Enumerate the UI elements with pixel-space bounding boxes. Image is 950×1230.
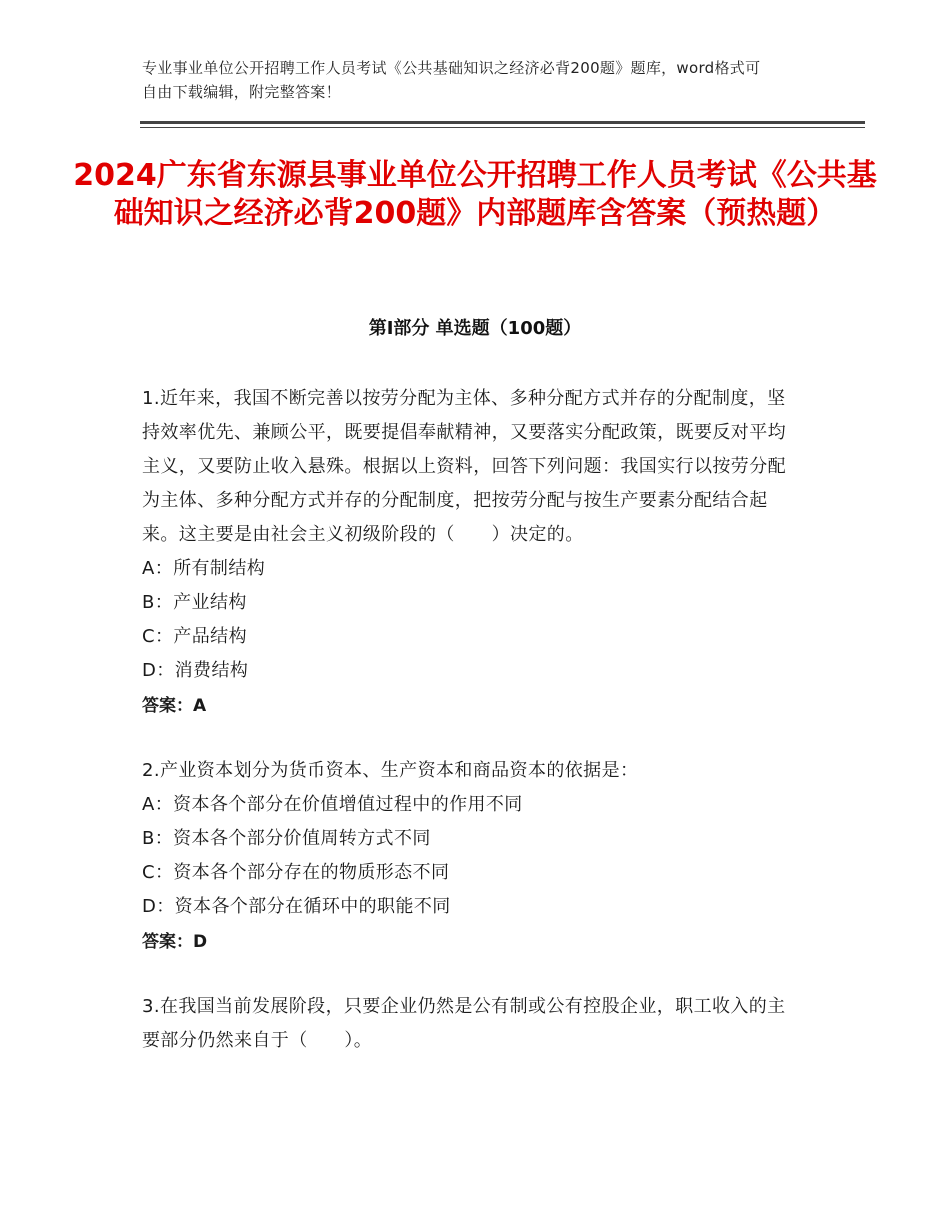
question-text: 3.在我国当前发展阶段，只要企业仍然是公有制或公有控股企业，职工收入的主要部分仍然来自于（ ）。 xyxy=(142,996,786,1051)
option-d: D：资本各个部分在循环中的职能不同 xyxy=(142,896,451,917)
question-2 xyxy=(142,754,798,960)
option-a: A：资本各个部分在价值增值过程中的作用不同 xyxy=(142,794,523,815)
question-text: 2.产业资本划分为货币资本、生产资本和商品资本的依据是： xyxy=(142,760,639,781)
option-c: C：资本各个部分存在的物质形态不同 xyxy=(142,862,450,883)
option-b: B：资本各个部分价值周转方式不同 xyxy=(142,828,431,849)
answer: 答案：A xyxy=(142,696,207,716)
option-b: B：产业结构 xyxy=(142,592,247,613)
header-rule-thick xyxy=(140,121,865,124)
answer: 答案：D xyxy=(142,932,208,952)
option-d: D：消费结构 xyxy=(142,660,249,681)
header-note: 专业事业单位公开招聘工作人员考试《公共基础知识之经济必背200题》题库，word格式可自由下载编辑，附完整答案！ xyxy=(142,59,761,101)
question-list xyxy=(142,382,798,1058)
option-a: A：所有制结构 xyxy=(142,558,266,579)
question-1 xyxy=(142,382,798,724)
section-title: 第I部分 单选题（100题） xyxy=(368,318,582,339)
document-title: 2024广东省东源县事业单位公开招聘工作人员考试《公共基础知识之经济必背200题》内部题库含答案（预热题） xyxy=(73,158,877,231)
option-c: C：产品结构 xyxy=(142,626,247,647)
question-3 xyxy=(142,990,798,1058)
question-text: 1.近年来，我国不断完善以按劳分配为主体、多种分配方式并存的分配制度，坚持效率优先、兼顾公平，既要提倡奉献精神，又要落实分配政策，既要反对平均主义，又要防止收入悬殊。根据以上资料，回答下列问题：我国实行以按劳分配为主体、多种分配方式并存的分配制度，把按劳分配与按生产要素分配结合起来。这主要是由社会主义初级阶段的（ ）决定的。 xyxy=(142,388,786,545)
header-rule-thin xyxy=(140,127,865,128)
